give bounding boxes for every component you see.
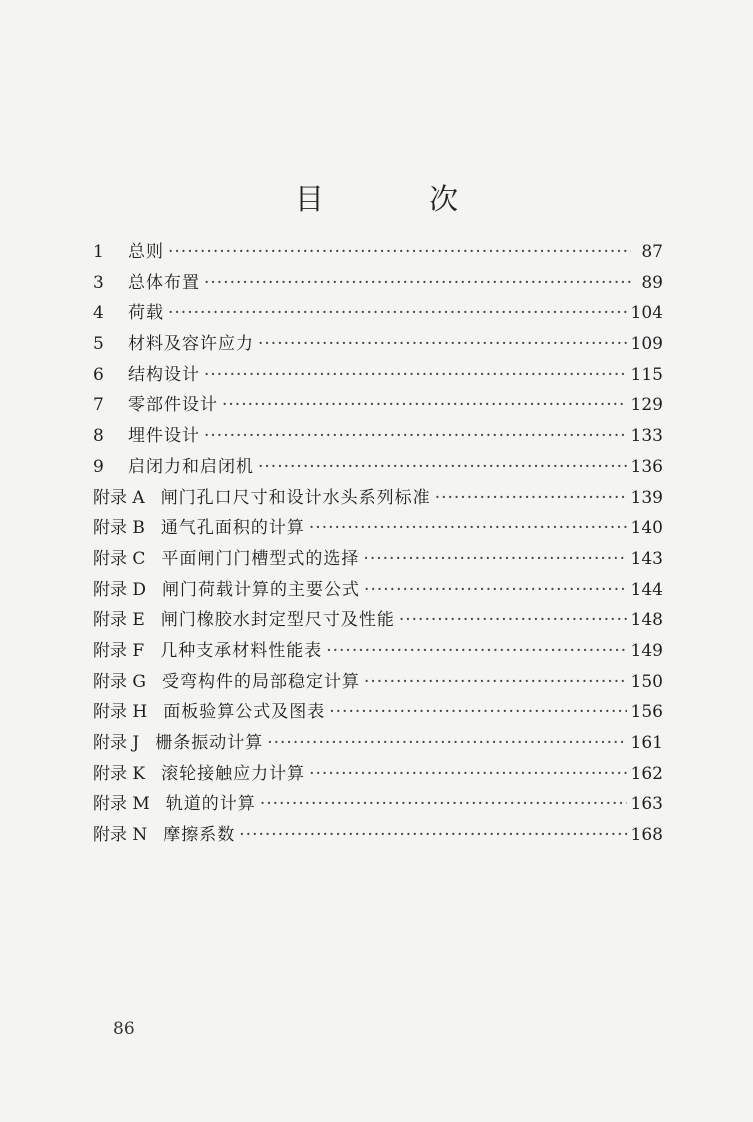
toc-entry-number: 4 [93,303,104,324]
toc-entry-page: 163 [630,794,663,815]
toc-entry-page: 148 [630,610,663,631]
toc-entry-4[interactable] [93,298,663,329]
dot-leader [326,636,626,667]
toc-entry-number: 6 [93,364,104,385]
toc-entry-number: 附录 F [93,640,145,661]
toc-entry-9[interactable] [93,452,663,483]
dot-leader [222,390,627,421]
toc-entry-number: 7 [93,395,104,416]
toc-entry-label: 闸门橡胶水封定型尺寸及性能 [160,610,395,631]
dot-leader [364,575,627,606]
toc-entry-3[interactable] [93,268,663,299]
toc-entry-page: 136 [630,456,663,477]
toc-entry-label: 闸门荷载计算的主要公式 [162,579,361,600]
toc-entry-page: 149 [630,640,663,661]
toc-entry-number: 附录 H [93,702,148,723]
dot-leader [329,697,626,728]
toc-entry-appendix-m[interactable] [93,789,663,820]
toc-entry-number: 附录 K [93,763,146,784]
dot-leader [239,820,626,851]
toc-entry-page: 139 [630,487,663,508]
toc-entry-page: 140 [630,518,663,539]
toc-entry-number: 1 [93,242,104,262]
toc-entry-label: 通气孔面积的计算 [160,518,305,539]
toc-entry-6[interactable] [93,360,663,391]
toc-entry-number: 附录 D [93,579,147,600]
page-number: 86 [113,1019,135,1039]
dot-leader [258,329,627,360]
toc-entry-number: 附录 N [93,825,148,846]
toc-entry-page: 133 [630,426,663,447]
toc-entry-page: 89 [641,272,663,293]
dot-leader [168,237,631,268]
toc-entry-appendix-c[interactable] [93,544,663,575]
dot-leader [309,759,626,790]
toc-entry-appendix-a[interactable] [93,483,663,514]
toc-entry-label: 闸门孔口尺寸和设计水头系列标准 [160,487,431,508]
toc-entry-number: 附录 M [93,794,150,815]
toc-entry-label: 轨道的计算 [165,794,256,815]
toc-entry-appendix-h[interactable] [93,697,663,728]
toc-entry-appendix-f[interactable] [93,636,663,667]
toc-entry-page: 129 [630,395,663,416]
table-of-contents [93,237,663,851]
toc-entry-number: 9 [93,456,104,477]
toc-entry-5[interactable] [93,329,663,360]
toc-entry-label: 面板验算公式及图表 [163,702,326,723]
toc-entry-appendix-d[interactable] [93,575,663,606]
toc-entry-page: 162 [630,763,663,784]
toc-entry-appendix-n[interactable] [93,820,663,851]
toc-entry-appendix-j[interactable] [93,728,663,759]
toc-entry-label: 零部件设计 [128,395,218,416]
toc-entry-label: 摩擦系数 [163,825,236,846]
toc-entry-1[interactable] [93,237,663,268]
toc-entry-label: 埋件设计 [128,426,200,447]
dot-leader [435,483,627,514]
dot-leader [364,667,627,698]
toc-entry-page: 144 [630,579,663,600]
toc-entry-number: 附录 B [93,518,145,539]
toc-entry-page: 115 [630,364,663,385]
toc-entry-page: 168 [630,825,663,846]
toc-entry-page: 109 [630,334,663,355]
dot-leader [258,452,627,483]
toc-entry-page: 143 [630,548,663,569]
toc-entry-number: 附录 E [93,610,145,631]
toc-entry-label: 滚轮接触应力计算 [161,763,306,784]
dot-leader [204,268,631,299]
toc-entry-number: 5 [93,334,104,355]
dot-leader [309,513,627,544]
dot-leader [168,298,627,329]
toc-entry-number: 3 [93,272,104,293]
dot-leader [363,544,626,575]
toc-entry-label: 启闭力和启闭机 [128,456,254,477]
page-title: 目 次 [294,182,507,217]
toc-entry-page: 156 [630,702,663,723]
dot-leader [399,605,627,636]
toc-entry-label: 栅条振动计算 [155,733,264,753]
dot-leader [204,421,627,452]
toc-entry-page: 161 [630,733,663,753]
toc-entry-appendix-g[interactable] [93,667,663,698]
toc-entry-page: 104 [630,303,663,324]
toc-entry-number: 附录 G [93,671,146,692]
toc-entry-label: 总体布置 [128,272,200,293]
toc-entry-8[interactable] [93,421,663,452]
toc-entry-label: 材料及容许应力 [128,334,254,355]
toc-entry-label: 荷载 [128,303,164,324]
dot-leader [267,728,626,759]
toc-entry-label: 受弯构件的局部稳定计算 [161,671,360,692]
toc-entry-number: 附录 J [93,733,140,753]
toc-entry-appendix-b[interactable] [93,513,663,544]
dot-leader [204,360,627,391]
toc-entry-appendix-e[interactable] [93,605,663,636]
toc-entry-label: 总则 [128,242,164,262]
toc-entry-page: 150 [630,671,663,692]
toc-entry-label: 结构设计 [128,364,200,385]
toc-entry-page: 87 [641,242,663,262]
toc-entry-number: 8 [93,426,104,447]
toc-entry-label: 平面闸门门槽型式的选择 [161,548,360,569]
toc-entry-number: 附录 A [93,487,145,508]
toc-entry-number: 附录 C [93,548,146,569]
toc-entry-7[interactable] [93,390,663,421]
toc-entry-label: 几种支承材料性能表 [160,640,323,661]
toc-entry-appendix-k[interactable] [93,759,663,790]
dot-leader [260,789,627,820]
